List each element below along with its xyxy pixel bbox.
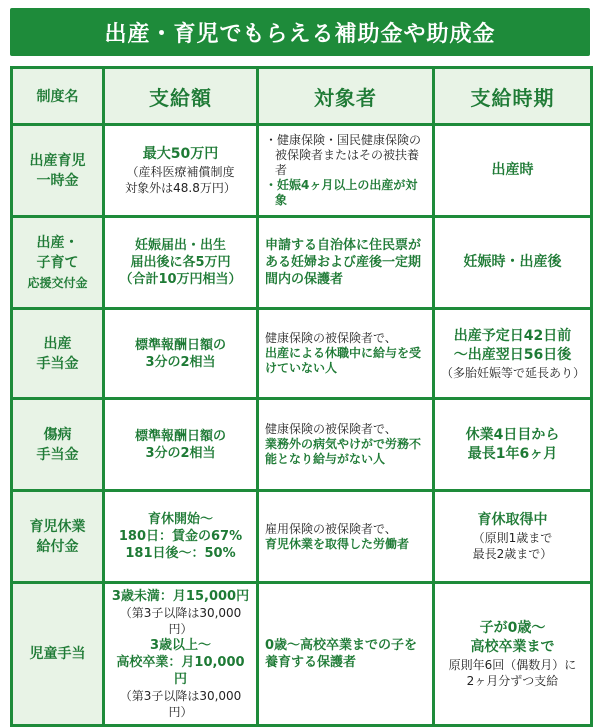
row-name: 育児休業 給付金 xyxy=(12,491,104,583)
header-timing: 支給時期 xyxy=(434,68,592,125)
row-name: 出産・ 子育て 応援交付金 xyxy=(12,217,104,309)
row-name: 傷病 手当金 xyxy=(12,399,104,491)
table-row xyxy=(12,125,592,217)
row-name: 児童手当 xyxy=(12,583,104,726)
subsidy-table xyxy=(10,66,593,727)
row-timing: 育休取得中 （原則1歳まで 最長2歳まで） xyxy=(434,491,592,583)
row-amount: 育休開始〜 180日：賃金の67% 181日後〜：50% xyxy=(104,491,258,583)
table-row xyxy=(12,217,592,309)
row-amount: 妊娠届出・出生 届出後に各5万円 （合計10万円相当） xyxy=(104,217,258,309)
row-target: 健康保険の被保険者で、 業務外の病気やけがで労務不能となり給与がない人 xyxy=(258,399,434,491)
row-target: 0歳〜高校卒業までの子を養育する保護者 xyxy=(258,583,434,726)
row-amount: 標準報酬日額の 3分の2相当 xyxy=(104,309,258,399)
table-row xyxy=(12,399,592,491)
row-timing: 休業4日目から 最長1年6ヶ月 xyxy=(434,399,592,491)
header-target: 対象者 xyxy=(258,68,434,125)
row-amount: 3歳未満：月15,000円 （第3子以降は30,000円） 3歳以上〜 高校卒業：月10,000円 （第3子以降は30,000円） xyxy=(104,583,258,726)
row-target: 健康保険の被保険者で、 出産による休職中に給与を受けていない人 xyxy=(258,309,434,399)
row-target: ・健康保険・国民健康保険の被保険者またはその被扶養者 ・妊娠4ヶ月以上の出産が対象 xyxy=(258,125,434,217)
row-timing: 妊娠時・出産後 xyxy=(434,217,592,309)
row-amount: 標準報酬日額の 3分の2相当 xyxy=(104,399,258,491)
table-header-row xyxy=(12,68,592,125)
row-target: 申請する自治体に住民票がある妊婦および産後一定期間内の保護者 xyxy=(258,217,434,309)
row-timing: 出産予定日42日前 〜出産翌日56日後 （多胎妊娠等で延長あり） xyxy=(434,309,592,399)
row-timing: 子が0歳〜 高校卒業まで 原則年6回（偶数月）に 2ヶ月分ずつ支給 xyxy=(434,583,592,726)
row-timing: 出産時 xyxy=(434,125,592,217)
header-name: 制度名 xyxy=(12,68,104,125)
row-name: 出産 手当金 xyxy=(12,309,104,399)
row-amount: 最大50万円 （産科医療補償制度 対象外は48.8万円） xyxy=(104,125,258,217)
page-title: 出産・育児でもらえる補助金や助成金 xyxy=(10,8,590,56)
table-row xyxy=(12,491,592,583)
row-name: 出産育児 一時金 xyxy=(12,125,104,217)
table-row xyxy=(12,309,592,399)
table-row xyxy=(12,583,592,726)
row-target: 雇用保険の被保険者で、 育児休業を取得した労働者 xyxy=(258,491,434,583)
header-amount: 支給額 xyxy=(104,68,258,125)
